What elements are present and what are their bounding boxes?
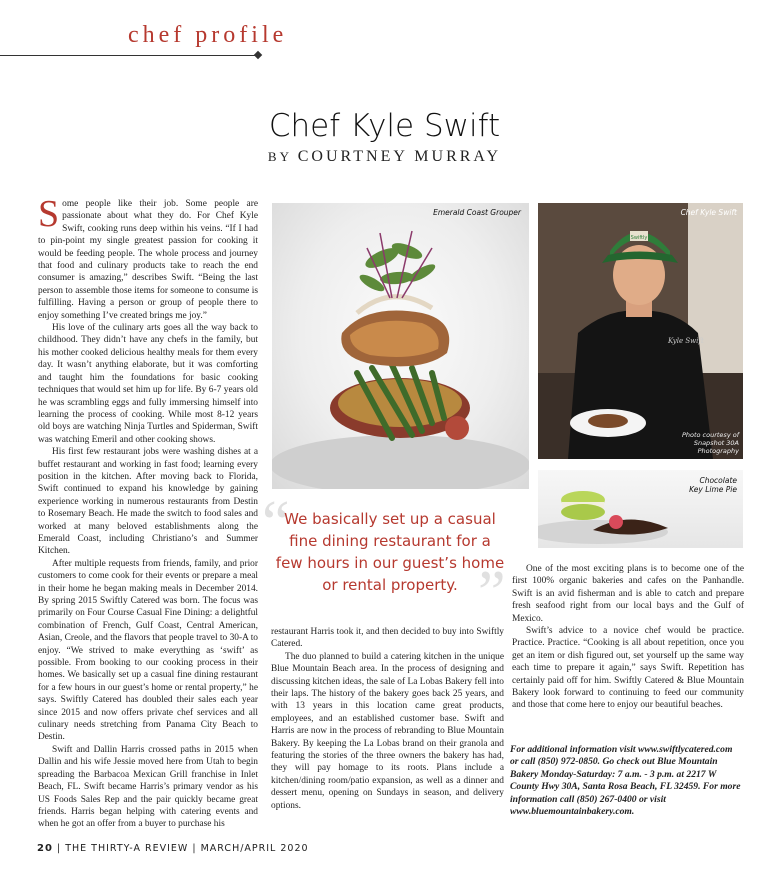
paragraph: His love of the culinary arts goes all the way back to childhood. They didn’t have any chefs in the family, but his mother cooked delicious healthy meals for them every day. It wasn’t anything elaborate, but it was comforting and taught him the foundations for basic cooking techniques that would set him up for life. By 6-7 years old he was scrambling eggs and fully immersing himself into learning the process of cooking. While most 8-12 years old boys are watching Ninja Turtles and Spiderman, Swift was watching Emeril and other cooking shows. bbox=[38, 323, 258, 445]
byline-author: COURTNEY MURRAY bbox=[297, 148, 502, 165]
caption-line: Chocolate bbox=[699, 476, 737, 485]
article-column-3 bbox=[512, 563, 744, 712]
photo-caption: Emerald Coast Grouper bbox=[433, 208, 521, 217]
caption-line: Key Lime Pie bbox=[689, 485, 737, 494]
byline-prefix: BY bbox=[267, 149, 292, 164]
page-number: 20 bbox=[37, 843, 53, 854]
dessert-photo bbox=[538, 470, 743, 548]
contact-info: For additional information visit www.swiftlycatered.com or call (850) 972-0850. Go check out Blue Mountain Bakery Monday-Saturday: 7 a.m. - 3 p.m. at 2217 W County Hwy 30A, Santa Rosa Beach, FL 32459. For more information call (850) 267-0400 or visit www.bluemountainbakery.com. bbox=[510, 744, 741, 818]
publication-name: THE THIRTY-A REVIEW bbox=[65, 843, 189, 854]
header-rule-ornament bbox=[254, 51, 262, 59]
cap-text: Swiftly bbox=[630, 235, 648, 241]
grouper-dish-illustration bbox=[272, 203, 529, 489]
page-footer bbox=[37, 843, 309, 854]
drop-cap: S bbox=[38, 193, 60, 235]
paragraph: One of the most exciting plans is to become one of the first 100% organic bakeries and cafes on the Panhandle. Swift is an avid fisherman and is able to catch and prepare fresh seafood right from our local bays and the Gulf of Mexico. bbox=[512, 564, 744, 624]
grouper-photo bbox=[272, 203, 529, 489]
article-column-2 bbox=[271, 626, 504, 812]
issue-date: MARCH/APRIL 2020 bbox=[200, 843, 309, 854]
footer-separator: | bbox=[56, 843, 62, 854]
footer-separator: | bbox=[192, 843, 197, 854]
open-quote-mark: “ bbox=[262, 489, 290, 557]
header-rule bbox=[0, 55, 258, 56]
section-label: chef profile bbox=[128, 22, 288, 48]
shirt-text: Kyle Swift bbox=[668, 337, 704, 345]
article-title: Chef Kyle Swift bbox=[268, 108, 501, 144]
paragraph: After multiple requests from friends, family, and prior customers to come cook for their events or prepare a meal in their home he began making meals in December 2014. By spring 2015 Swiftly Catered was born. The focus was primarily on Four Course Casual Fine Dining: a delightful combination of French, Gulf Coast, Central American, Asian, Creole, and the flavors that people travel to 30-A to enjoy. “We strived to make everything as ‘swift’ as possible. From booking to our cooking process in their homes. We basically set up a casual fine dining restaurant for a few hours in our guest’s home or rental property,” he says. Swiftly Catered has doubled their sales each year since 2015 and now offers private chef services and all culinary needs stretching from Panama City Beach to Destin. bbox=[38, 558, 258, 743]
paragraph: restaurant Harris took it, and then decided to buy into Swiftly Catered. bbox=[271, 627, 504, 650]
paragraph-text: ome people like their job. Some people are passionate about what they do. For Chef Kyle Swift, cooking runs deep within his veins. “If I had to pin-point my single greatest passion for cooking it would be feeding people. The whole process and journey that food and culinary products take to reach the end consumer is amazing,” describes Swift. “Being the last person to assemble those items for someone to consume is fulfilling. Having a person or group of people there to enjoy something I’ve created brings me joy.” bbox=[38, 199, 258, 321]
photo-caption bbox=[689, 476, 737, 494]
chef-photo bbox=[538, 203, 743, 459]
paragraph bbox=[38, 193, 258, 322]
paragraph: Swift and Dallin Harris crossed paths in 2015 when Dallin and his wife Jessie moved here from Utah to begin spreading the Barbacoa Mexican Grill franchise in Inlet Beach, FL. Swift became Harris’s primary vendor as his US Foods Sales Rep and the pair quickly became great friends. Harris began helping with catering events and when he got an offer from a buyer to purchase his bbox=[38, 744, 258, 830]
photo-credit: Photo courtesy of Snapshot 30A Photography bbox=[681, 431, 739, 455]
paragraph: His first few restaurant jobs were washing dishes at a buffet restaurant and working in fast food; learning every position in the kitchen. After moving back to Florida, Swift continued to expand his knowledge by gaining experience working in numerous restaurants from Destin to Rosemary Beach. He made the switch to food sales and worked at many beloved establishments along the Emerald Coast, including Christiano’s and Summer Kitchen. bbox=[38, 447, 258, 557]
pull-quote: We basically set up a casual fine dining restaurant for a few hours in our guest’s home or rental property. bbox=[275, 510, 505, 594]
paragraph: The duo planned to build a catering kitchen in the unique Blue Mountain Beach area. In the process of designing and discussing kitchen ideas, the sale of La Lobas Bakery fell into their laps. The history of the bakery goes back 25 years, and with 13 years in this location came great products, employees, and an established customer base. Swift and Harris are now in the process of rebranding to Blue Mountain Bakery. By keeping the La Lobas brand on their granola and featuring the stories of the three owners the bakery has had, they will pay homage to its roots. Plans include a kitchen/dining room/patio expansion, as well as a dinner and dessert menu, opening on Sundays in season, and delivery options. bbox=[271, 651, 504, 811]
close-quote-mark: ” bbox=[478, 559, 506, 627]
byline bbox=[0, 148, 769, 166]
paragraph: Swift’s advice to a novice chef would be practice. Practice. Practice. “Cooking is all about repetition, once you get an item or dish figured out, set yourself up the same way each time to prepare it again,” says Swift. Repetition has certainly paid off for him. Swiftly Catered & Blue Mountain Bakery look forward to continuing to feed our community and those that come here to enjoy our beautiful beaches. bbox=[512, 626, 744, 711]
photo-caption: Chef Kyle Swift bbox=[680, 208, 737, 217]
article-column-1 bbox=[38, 193, 258, 831]
chef-portrait-illustration bbox=[538, 203, 743, 459]
